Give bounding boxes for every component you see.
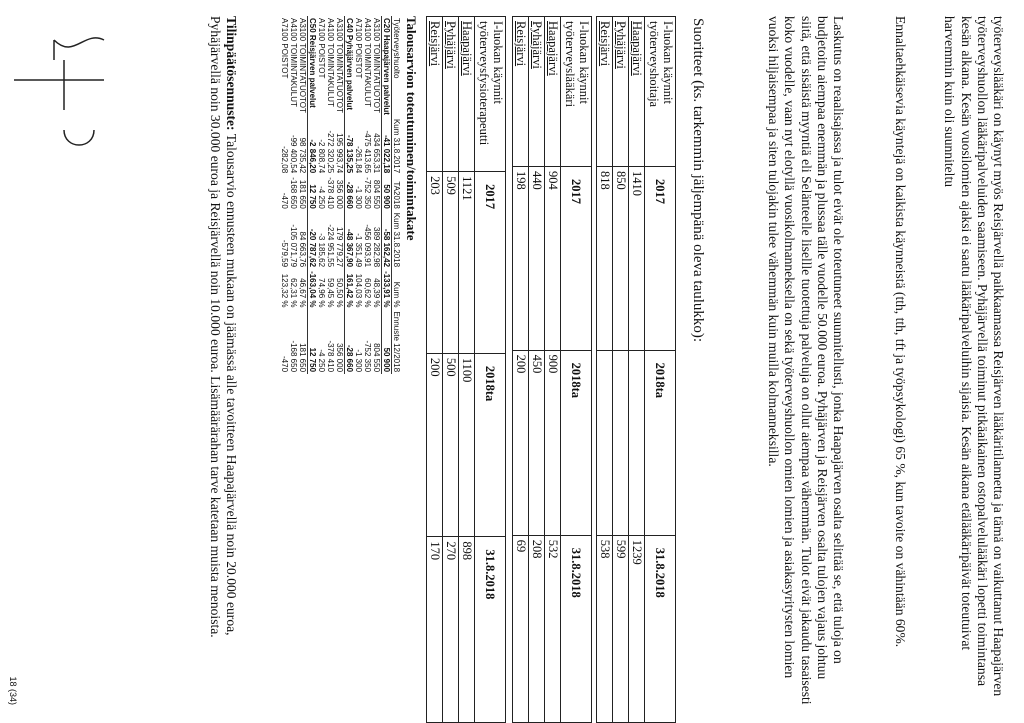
table-row: Haapajärvi 904 900 532 (545, 17, 561, 723)
budget-section-row: C50 Reisjärven palvelut -2 846,20 12 750 -20 787,62 -163,04 % 12 750 (308, 18, 317, 373)
table-nurse-visits (596, 16, 676, 723)
header-label: I-luokan käynnit työterveyshoitaja (645, 17, 676, 167)
budget-row: A3100 TOIMINTATUOTOT 434 653,31 804 550 389 282,98 48,39 % 804 550 (372, 18, 381, 373)
budget-row: A4100 TOIMINTAKULUT -99 400,54 -168 650 -105 071,79 62,31 % -168 650 (289, 18, 298, 373)
budget-row: A4100 TOIMINTAKULUT -272 320,25 -378 410 -224 951,55 59,45 % -378 410 (326, 18, 335, 373)
header-31-8-2018: 31.8.2018 (561, 535, 592, 722)
table-row: Pyhäjärvi 850 599 (613, 17, 629, 723)
handwritten-scribble (0, 0, 124, 200)
header-2018ta: 2018ta (475, 353, 506, 536)
forecast-lead: Tilinpäätösennuste: (224, 16, 239, 131)
suoritteet-heading: Suoritteet (ks. tarkemmin jäljempänä oleva taulukko): (690, 18, 706, 343)
header-31-8-2018: 31.8.2018 (475, 537, 506, 723)
budget-section-row: C20 Haapajärven palvelut -41 022,18 50 900 -58 162,42 -133,91 % 50 900 (382, 18, 391, 373)
budget-row: A3100 TOIMINTATUOTOT 98 735,42 181 650 84 663,76 46,67 % 181 650 (298, 18, 307, 373)
paragraph-doctor-situation: työterveyslääkäri on käynyt myös Reisjärvellä paikkaamassa Reisjärven lääkäritilannetta ja tämä on vaikuttanut Haapajärven työterveyshuollon lääkäripalveluiden saamiseen. Pyhäjärvellä toiminut pitkäaikainen ostopalvelulääkäri lopetti toimintansa kesän alkana. Kesän vuosilomien ajaksi ei saatu lääkäripalveluihin sijaisia. Kesän aikana etälääkäripäivät toteutuivat harvemmin kuin oli suunniteltu (942, 16, 1006, 697)
budget-section-row: C40 Pyhäjärven palvelut -78 135,25 -28 660 -48 367,90 161,42 % -28 660 (345, 18, 354, 373)
budget-row: A4100 TOIMINTAKULUT -475 413,65 -752 350 -456 093,91 60,62 % -752 350 (363, 18, 372, 373)
budget-header: Työterveyshuolto Kum 31.8.2017 TA2018 Kum 31.8.2018 Kum % Ennuste 12/2018 (392, 18, 401, 373)
budget-row: A7100 POISTOT -282,08 -470 -579,59 123,32 % -470 (280, 18, 289, 373)
budget-row: A3100 TOIMINTATUOTOT 195 993,74 356 000 179 779,27 50,50 % 356 000 (335, 18, 344, 373)
header-31-8-2018: 31.8.2018 (645, 535, 676, 722)
budget-section (280, 16, 419, 496)
header-2018ta: 2018ta (561, 350, 592, 535)
table-header (645, 17, 676, 723)
budget-title: Talousarvion toteutuminen/toimintakate (404, 16, 419, 241)
table-header (475, 17, 506, 723)
table-row: Pyhäjärvi 509 500 270 (443, 17, 459, 723)
table-row: Reisjärvi 203 200 170 (427, 17, 443, 723)
budget-row: A7100 POISTOT -261,84 -1 300 -1 351,49 104,03 % -1 300 (354, 18, 363, 373)
header-label: I-luokan käynnit työterveyslääkäri (561, 17, 592, 167)
forecast-text: Talousarvio ennusteen mukaan on jäämässä alle tavoitteen Haapajärvellä noin 20.000 euroa, Pyhäjärvellä noin 30.000 euroa ja Reisjärvellä noin 10.000 euroa. Lisämäärärahan tarve katetaan muista menoista. (207, 16, 239, 638)
header-2017: 2017 (645, 166, 676, 350)
table-doctor-visits (512, 16, 592, 723)
header-2017: 2017 (561, 166, 592, 350)
budget-row: A7100 POISTOT -2 808,74 -4 250 -3 185,62 74,96 % -4 250 (317, 18, 326, 373)
paragraph-preventive-visits: Ennaltaehkäisevia käyntejä on kaikista käynneistä (tth, tth, tft ja työpsykologi) 65 %, kun tavoite on vähintään 60%. (893, 16, 908, 648)
header-2018ta: 2018ta (645, 350, 676, 535)
table-row: Haapajärvi 1121 1100 898 (459, 17, 475, 723)
table-row: Pyhäjärvi 440 450 208 (529, 17, 545, 723)
paragraph-billing: Laskutus on reaalisajassa ja tulot eivät ole toteutuneet suunnitellusti, jonka Haapajärven osalta selittää se, että tuloja on budjetoitu aiempaa enemmän ja plussaa tälle vuodelle 50.000 euroa. Pyhäjärven ja Reisjärven osalta tulojen vajaus johtuu siitä, että sisäistä myyntiä eli Selänteelle lisellle tuotettuja palveluja on ollut aiempaa vähemmän. Tulot eivät jakaudu tasaisesti koko vuodelle, vaan nyt elotyllä vuosikolmanneksella on sekä työterveyshuollon omien lomien ja asiakasyritysten lomien vuoksi hiljaisempaa ja siten tulojakin tulee vähemmän kuin muilla kolmanneksilla. (766, 16, 846, 705)
table-row: Haapajärvi 1410 1239 (629, 17, 645, 723)
table-row: Reisjärvi 198 200 69 (513, 17, 529, 723)
table-row: Reisjärvi 818 538 (597, 17, 613, 723)
page-number: 18 (34) (8, 676, 18, 705)
header-2017: 2017 (475, 172, 506, 354)
forecast-paragraph (207, 16, 239, 706)
budget-table (280, 16, 401, 374)
table-physio-visits (426, 16, 506, 723)
header-label: I-luokan käynnit työterveysfysioterapeutti (475, 17, 506, 172)
table-header (561, 17, 592, 723)
